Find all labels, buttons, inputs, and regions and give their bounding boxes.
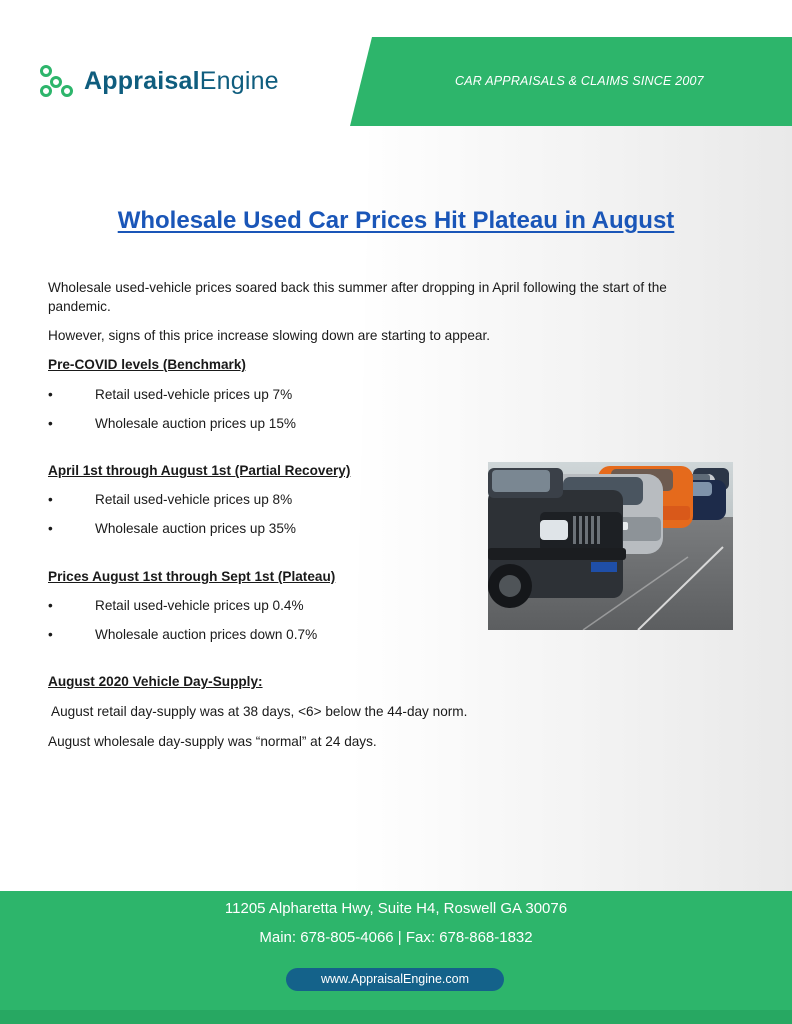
website-link[interactable]: www.AppraisalEngine.com [286,968,504,991]
section-heading-pre-covid: Pre-COVID levels (Benchmark) [48,357,246,372]
intro-paragraph-1: Wholesale used-vehicle prices soared back this summer after dropping in April following the start of the pandemic. [48,280,667,314]
list-item-text: Retail used-vehicle prices up 0.4% [95,598,304,613]
list-item-text: Wholesale auction prices up 15% [95,416,296,431]
article-title: Wholesale Used Car Prices Hit Plateau in August [117,207,675,234]
section-heading-day-supply: August 2020 Vehicle Day-Supply: [48,674,263,689]
brand-name-part1: Appraisal [84,67,200,95]
logo-icon [38,65,74,97]
list-item-text: Wholesale auction prices up 35% [95,521,296,536]
article-title-wrap [0,207,792,235]
article-body [48,278,728,345]
bullet-icon: • [48,521,53,536]
car-lot-photo [488,462,733,630]
intro-paragraph-2: However, signs of this price increase slowing down are starting to appear. [48,328,491,343]
section-heading-partial-recovery: April 1st through August 1st (Partial Recovery) [48,463,351,478]
brand-name [84,66,279,96]
brand-logo[interactable] [38,65,279,97]
bullet-icon: • [48,598,53,613]
bullet-icon: • [48,492,53,507]
section-heading-plateau: Prices August 1st through Sept 1st (Plateau) [48,569,336,584]
list-item [48,414,296,433]
day-supply-retail: August retail day-supply was at 38 days, <6> below the 44-day norm. [48,704,468,719]
footer-phones: Main: 678-805-4066 | Fax: 678-868-1832 [259,929,533,946]
list-item-text: Wholesale auction prices down 0.7% [95,627,318,642]
footer-bottom-strip [0,1010,792,1024]
tagline: CAR APPRAISALS & CLAIMS SINCE 2007 [455,74,704,88]
bullet-icon: • [48,416,53,431]
list-item [48,625,317,644]
brand-name-part2: Engine [199,67,279,95]
list-item-text: Retail used-vehicle prices up 7% [95,387,293,402]
list-item [48,519,296,538]
day-supply-wholesale: August wholesale day-supply was “normal” at 24 days. [48,734,377,749]
list-item [48,385,292,404]
footer-address: 11205 Alpharetta Hwy, Suite H4, Roswell GA 30076 [224,900,568,917]
list-item [48,490,292,509]
bullet-icon: • [48,627,53,642]
list-item-text: Retail used-vehicle prices up 8% [95,492,293,507]
bullet-icon: • [48,387,53,402]
list-item [48,596,304,615]
